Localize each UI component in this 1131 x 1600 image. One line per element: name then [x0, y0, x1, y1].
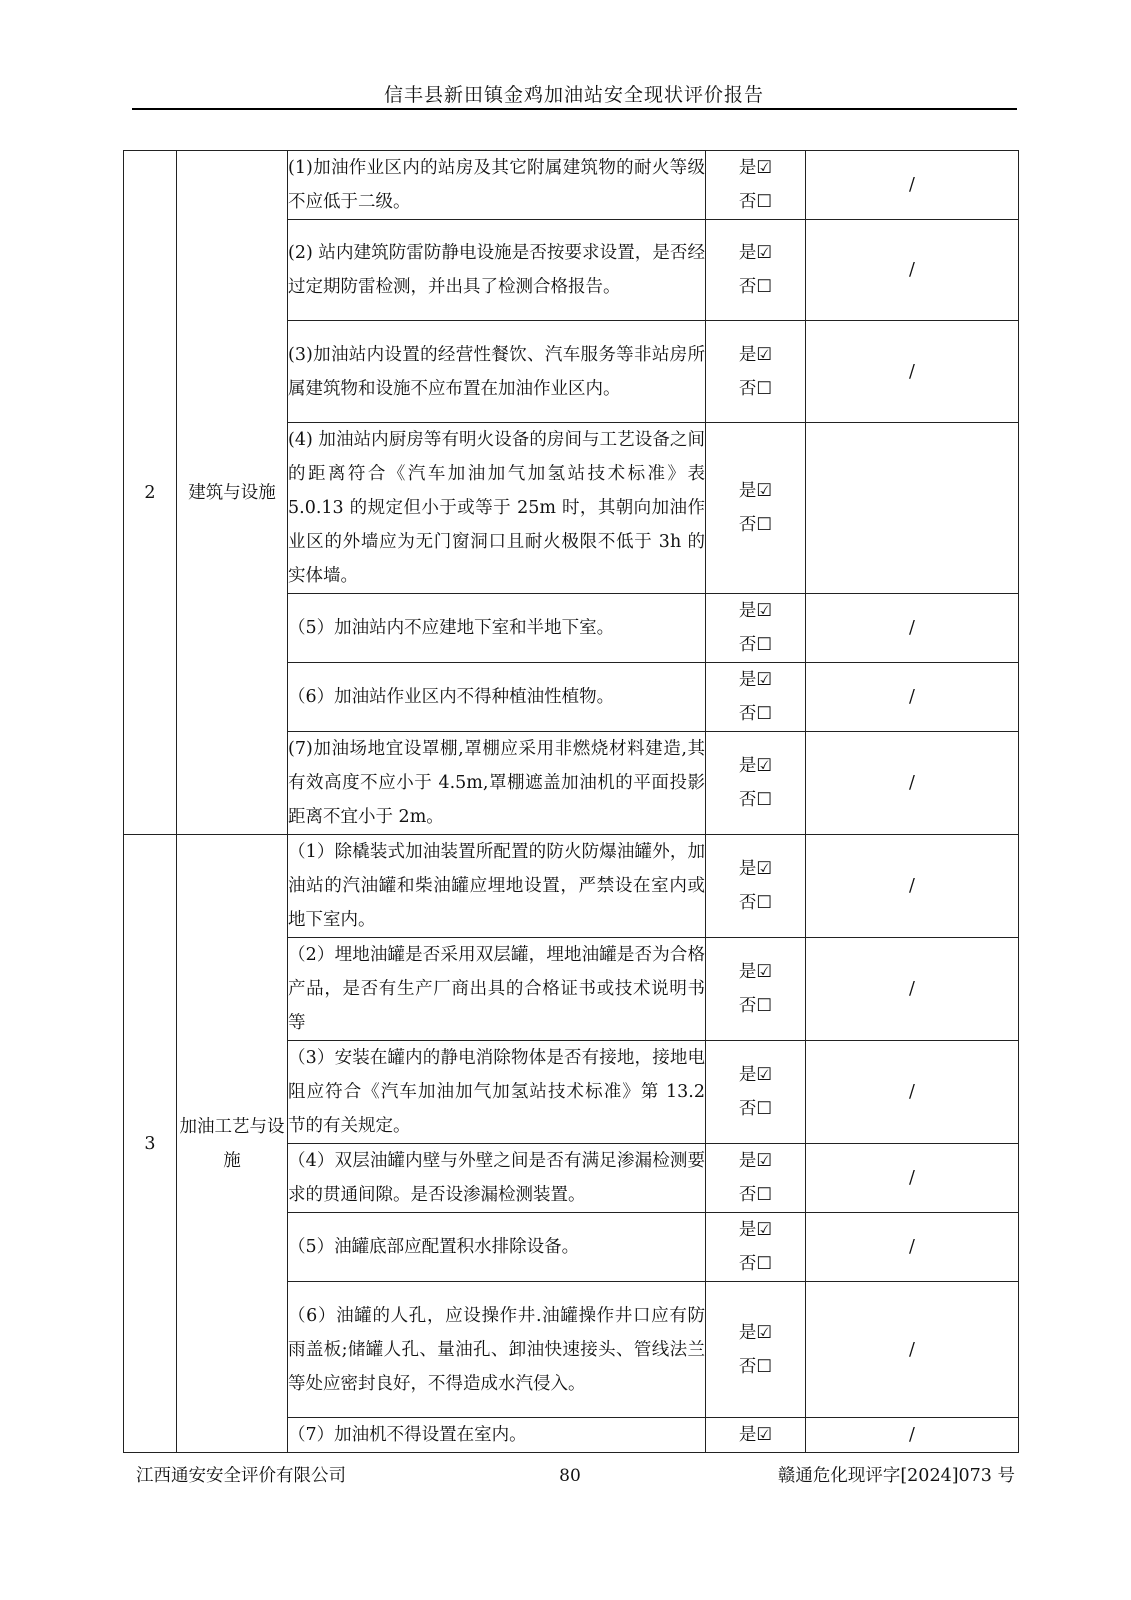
- checklist-table: [123, 150, 1019, 1453]
- header-divider: [132, 108, 1017, 110]
- check-item-text: (7)加油场地宜设罩棚,罩棚应采用非燃烧材料建造,其有效高度不应小于 4.5m,罩棚遮盖加油机的平面投影距离不宜小于 2m。: [288, 732, 706, 835]
- result-cell: /: [806, 732, 1019, 835]
- result-cell: /: [806, 321, 1019, 423]
- yes-checked: 是☑: [738, 670, 773, 690]
- yes-checked: 是☑: [738, 1322, 773, 1343]
- table-row: [124, 151, 1019, 220]
- result-cell: /: [806, 663, 1019, 732]
- yes-no-cell: [706, 151, 806, 220]
- check-item-text: （4）双层油罐内壁与外壁之间是否有满足渗漏检测要求的贯通间隙。是否设渗漏检测装置。: [288, 1144, 706, 1213]
- yes-checked: 是☑: [738, 756, 773, 776]
- check-item-text: （5）加油站内不应建地下室和半地下室。: [288, 594, 706, 663]
- footer-company: 江西通安安全评价有限公司: [136, 1466, 346, 1486]
- yes-no-cell: [706, 1213, 806, 1282]
- check-item-text: （3）安装在罐内的静电消除物体是否有接地，接地电阻应符合《汽车加油加气加氢站技术标准》第 13.2 节的有关规定。: [288, 1041, 706, 1144]
- check-item-text: (1)加油作业区内的站房及其它附属建筑物的耐火等级不应低于二级。: [288, 151, 706, 220]
- result-cell: /: [806, 1418, 1019, 1453]
- no-unchecked: 否☐: [738, 378, 773, 399]
- yes-no-cell: [706, 423, 806, 594]
- table-row: [124, 835, 1019, 938]
- result-cell: /: [806, 938, 1019, 1041]
- no-unchecked: 否☐: [738, 1099, 773, 1119]
- yes-checked: 是☑: [738, 1151, 773, 1171]
- section-category: 加油工艺与设施: [177, 835, 288, 1453]
- yes-no-cell: [706, 1144, 806, 1213]
- yes-no-cell: [706, 321, 806, 423]
- result-cell: /: [806, 1213, 1019, 1282]
- yes-checked: 是☑: [738, 243, 773, 263]
- yes-checked: 是☑: [738, 859, 773, 879]
- check-item-text: （5）油罐底部应配置积水排除设备。: [288, 1213, 706, 1282]
- yes-checked: 是☑: [738, 601, 773, 621]
- result-cell: /: [806, 835, 1019, 938]
- yes-no-cell: [706, 938, 806, 1041]
- yes-no-cell: [706, 835, 806, 938]
- yes-checked: 是☑: [738, 158, 773, 178]
- check-item-text: （1）除橇装式加油装置所配置的防火防爆油罐外，加油站的汽油罐和柴油罐应埋地设置，严禁设在室内或地下室内。: [288, 835, 706, 938]
- yes-checked: 是☑: [738, 344, 773, 365]
- page-title: 信丰县新田镇金鸡加油站安全现状评价报告: [383, 84, 764, 106]
- check-item-text: （2）埋地油罐是否采用双层罐，埋地油罐是否为合格产品，是否有生产厂商出具的合格证书或技术说明书等: [288, 938, 706, 1041]
- no-unchecked: 否☐: [738, 515, 773, 535]
- check-item-text: （7）加油机不得设置在室内。: [288, 1418, 706, 1453]
- no-unchecked: 否☐: [738, 1254, 773, 1274]
- yes-no-cell: [706, 1041, 806, 1144]
- check-item-text: (4) 加油站内厨房等有明火设备的房间与工艺设备之间的距离符合《汽车加油加气加氢站技术标准》表 5.0.13 的规定但小于或等于 25m 时，其朝向加油作业区的外墙应为无门窗洞口且耐火极限不低于 3h 的实体墙。: [288, 423, 706, 594]
- footer-report-number: 赣通危化现评字[2024]073 号: [777, 1466, 1015, 1486]
- yes-checked: 是☑: [738, 1065, 773, 1085]
- yes-no-cell: [706, 732, 806, 835]
- result-cell: /: [806, 151, 1019, 220]
- no-unchecked: 否☐: [738, 1356, 773, 1377]
- result-cell: /: [806, 1041, 1019, 1144]
- no-unchecked: 否☐: [738, 192, 773, 212]
- result-cell: /: [806, 594, 1019, 663]
- result-cell: [806, 423, 1019, 594]
- yes-checked: 是☑: [738, 481, 773, 501]
- yes-checked: 是☑: [738, 1220, 773, 1240]
- check-item-text: （6）加油站作业区内不得种植油性植物。: [288, 663, 706, 732]
- check-item-text: (2) 站内建筑防雷防静电设施是否按要求设置，是否经过定期防雷检测，并出具了检测合格报告。: [288, 220, 706, 321]
- yes-no-cell: [706, 1282, 806, 1418]
- section-number: 2: [124, 151, 177, 835]
- yes-no-cell: [706, 1418, 806, 1453]
- yes-no-cell: [706, 220, 806, 321]
- page-number: 80: [559, 1466, 581, 1486]
- no-unchecked: 否☐: [738, 635, 773, 655]
- no-unchecked: 否☐: [738, 277, 773, 297]
- yes-checked: 是☑: [738, 1425, 773, 1445]
- section-category: 建筑与设施: [177, 151, 288, 835]
- section-number: 3: [124, 835, 177, 1453]
- result-cell: /: [806, 1144, 1019, 1213]
- result-cell: /: [806, 1282, 1019, 1418]
- result-cell: /: [806, 220, 1019, 321]
- no-unchecked: 否☐: [738, 893, 773, 913]
- no-unchecked: 否☐: [738, 790, 773, 810]
- yes-no-cell: [706, 663, 806, 732]
- no-unchecked: 否☐: [738, 704, 773, 724]
- no-unchecked: 否☐: [738, 1185, 773, 1205]
- check-item-text: （6）油罐的人孔，应设操作井.油罐操作井口应有防雨盖板;储罐人孔、量油孔、卸油快速接头、管线法兰等处应密封良好，不得造成水汽侵入。: [288, 1282, 706, 1418]
- yes-no-cell: [706, 594, 806, 663]
- check-item-text: (3)加油站内设置的经营性餐饮、汽车服务等非站房所属建筑物和设施不应布置在加油作业区内。: [288, 321, 706, 423]
- no-unchecked: 否☐: [738, 996, 773, 1016]
- yes-checked: 是☑: [738, 962, 773, 982]
